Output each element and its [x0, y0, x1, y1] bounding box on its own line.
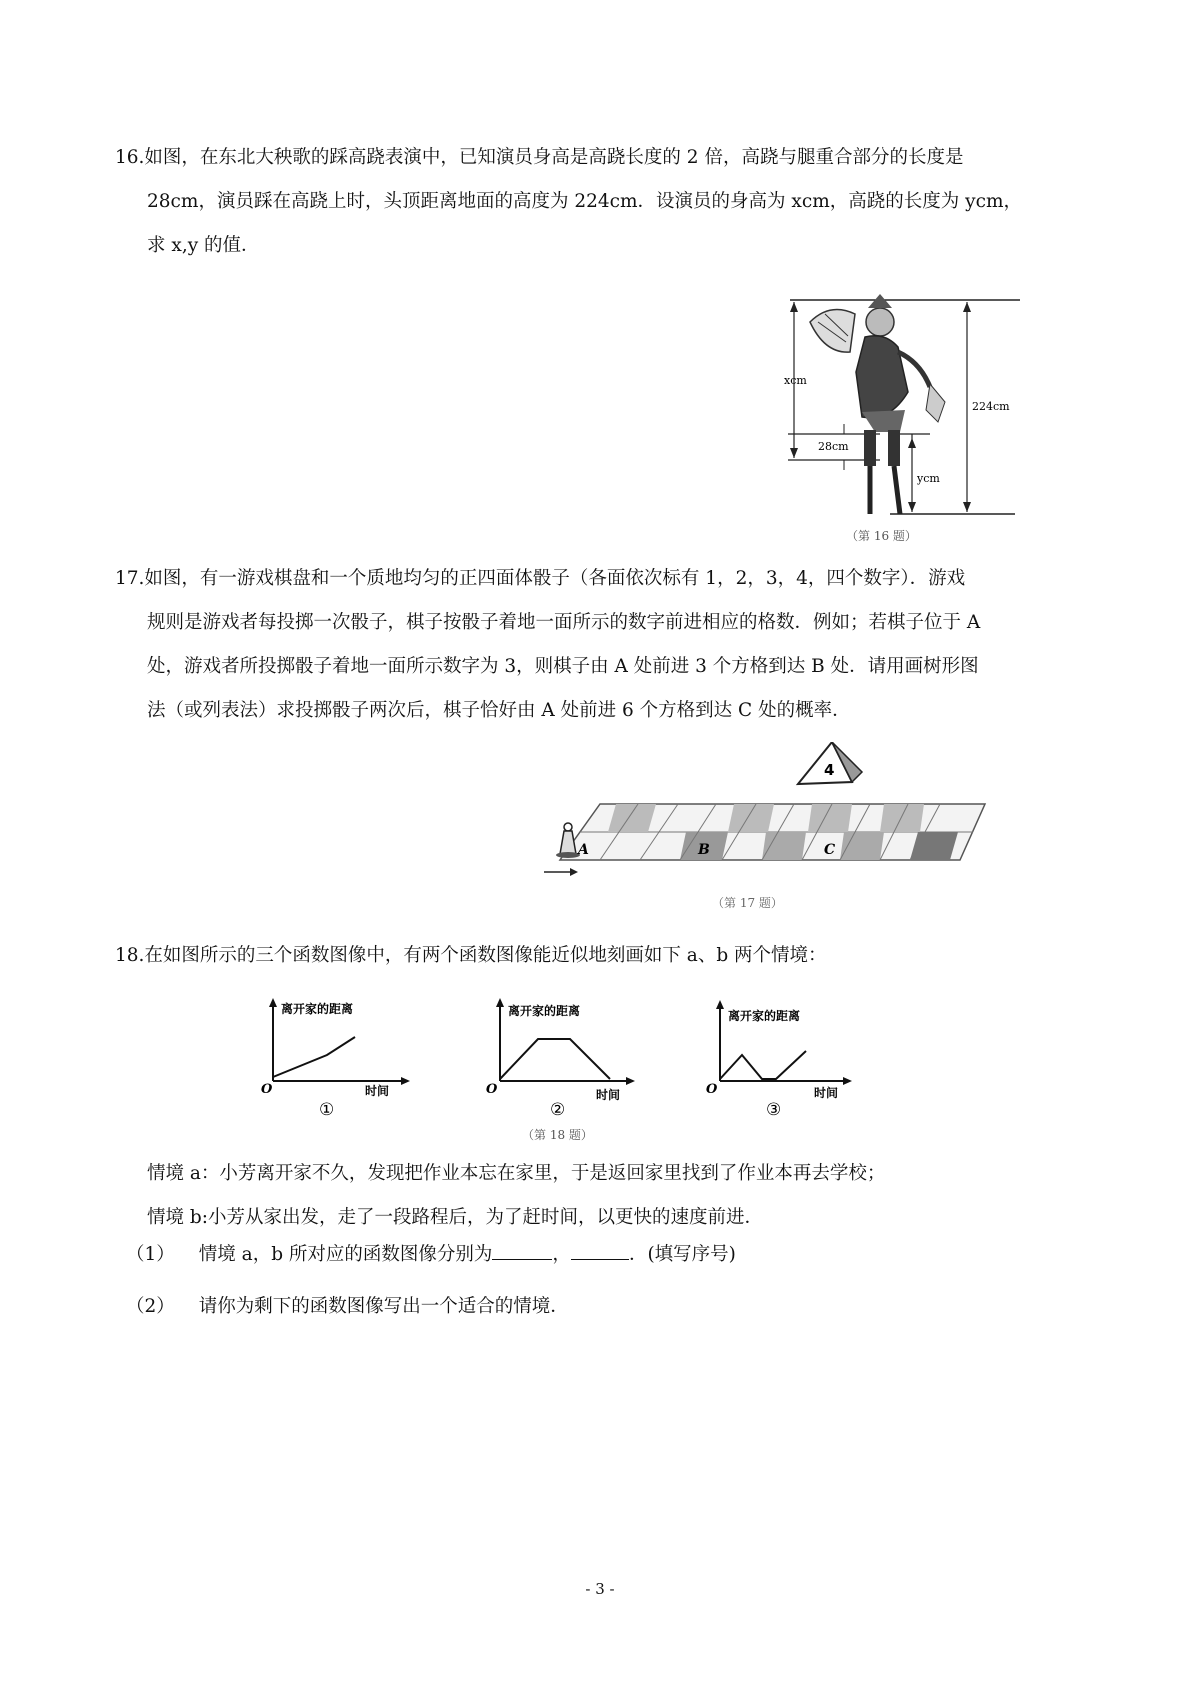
q16-line-2: 28cm，演员踩在高跷上时，头顶距离地面的高度为 224cm．设演员的身高为 xcm，高跷的长度为 ycm， — [147, 191, 1022, 212]
part-2 — [126, 1295, 569, 1319]
q16-line-3: 求 x,y 的值． — [147, 235, 260, 256]
answer-blank-a[interactable] — [492, 1241, 552, 1260]
part1-text: 情境 a，b 所对应的函数图像分别为 — [198, 1244, 493, 1265]
q17-line-3: 处，游戏者所投掷骰子着地一面所示数字为 3，则棋子由 A 处前进 3 个方格到达 B 处．请用画树形图 — [147, 656, 979, 677]
graph3-ylabel: 离开家的距离 — [728, 1009, 801, 1023]
label-224cm: 224cm — [972, 400, 1010, 413]
fig18-caption: （第 18 题） — [522, 1128, 593, 1142]
answer-blank-b[interactable] — [571, 1241, 629, 1260]
graph2-index: ② — [550, 1100, 566, 1120]
part1-tail: ．(填写序号) — [628, 1244, 736, 1265]
function-graph-3 — [702, 995, 862, 1120]
fig17-caption: （第 17 题） — [712, 896, 783, 910]
situation-b: 情境 b:小芳从家出发，走了一段路程后，为了赶时间，以更快的速度前进． — [147, 1207, 763, 1228]
graph3-xlabel: 时间 — [814, 1086, 839, 1100]
graph3-index: ③ — [766, 1100, 782, 1120]
part1-number: （1） — [126, 1244, 175, 1265]
graph1-index: ① — [319, 1100, 335, 1120]
graph1-xlabel: 时间 — [365, 1084, 390, 1098]
cell-b-label: B — [698, 842, 710, 858]
label-xcm: xcm — [784, 374, 807, 387]
part-1 — [126, 1241, 736, 1267]
q18-intro: 18.在如图所示的三个函数图像中，有两个函数图像能近似地刻画如下 a、b 两个情境： — [115, 945, 827, 966]
cell-a-label: A — [578, 842, 589, 858]
game-board-figure — [540, 742, 1000, 917]
graph2-xlabel: 时间 — [596, 1088, 621, 1102]
graph1-origin: O — [261, 1082, 273, 1097]
function-graph-1 — [255, 995, 415, 1120]
function-graph-2 — [480, 995, 640, 1145]
q17-line-4: 法（或列表法）求投掷骰子两次后，棋子恰好由 A 处前进 6 个方格到达 C 处的概率． — [147, 700, 851, 721]
graph2-ylabel: 离开家的距离 — [508, 1004, 581, 1018]
part1-separator: ， — [552, 1244, 571, 1265]
situation-a: 情境 a：小芳离开家不久，发现把作业本忘在家里，于是返回家里找到了作业本再去学校； — [147, 1163, 886, 1184]
label-ycm: ycm — [917, 472, 940, 485]
die-number: 4 — [824, 761, 835, 779]
part2-text: 请你为剩下的函数图像写出一个适合的情境． — [198, 1296, 569, 1317]
tetrahedron-die — [798, 742, 862, 784]
stilt-performer-figure — [780, 292, 1025, 552]
graph2-origin: O — [486, 1082, 498, 1097]
graph3-origin: O — [706, 1082, 718, 1097]
q17-line-1: 17.如图，有一游戏棋盘和一个质地均匀的正四面体骰子（各面依次标有 1，2，3，4，四个数字）．游戏 — [115, 568, 966, 589]
q17-line-2: 规则是游戏者每投掷一次骰子，棋子按骰子着地一面所示的数字前进相应的格数．例如；若棋子位于 A — [147, 612, 981, 633]
part2-number: （2） — [126, 1296, 175, 1317]
page-number: - 3 - — [585, 1580, 615, 1598]
q16-line-1: 16.如图，在东北大秧歌的踩高跷表演中，已知演员身高是高跷长度的 2 倍，高跷与腿重合部分的长度是 — [115, 147, 964, 168]
label-28cm: 28cm — [818, 440, 849, 453]
cell-c-label: C — [824, 842, 836, 858]
fig16-caption: （第 16 题） — [846, 529, 917, 543]
graph1-ylabel: 离开家的距离 — [281, 1002, 354, 1016]
